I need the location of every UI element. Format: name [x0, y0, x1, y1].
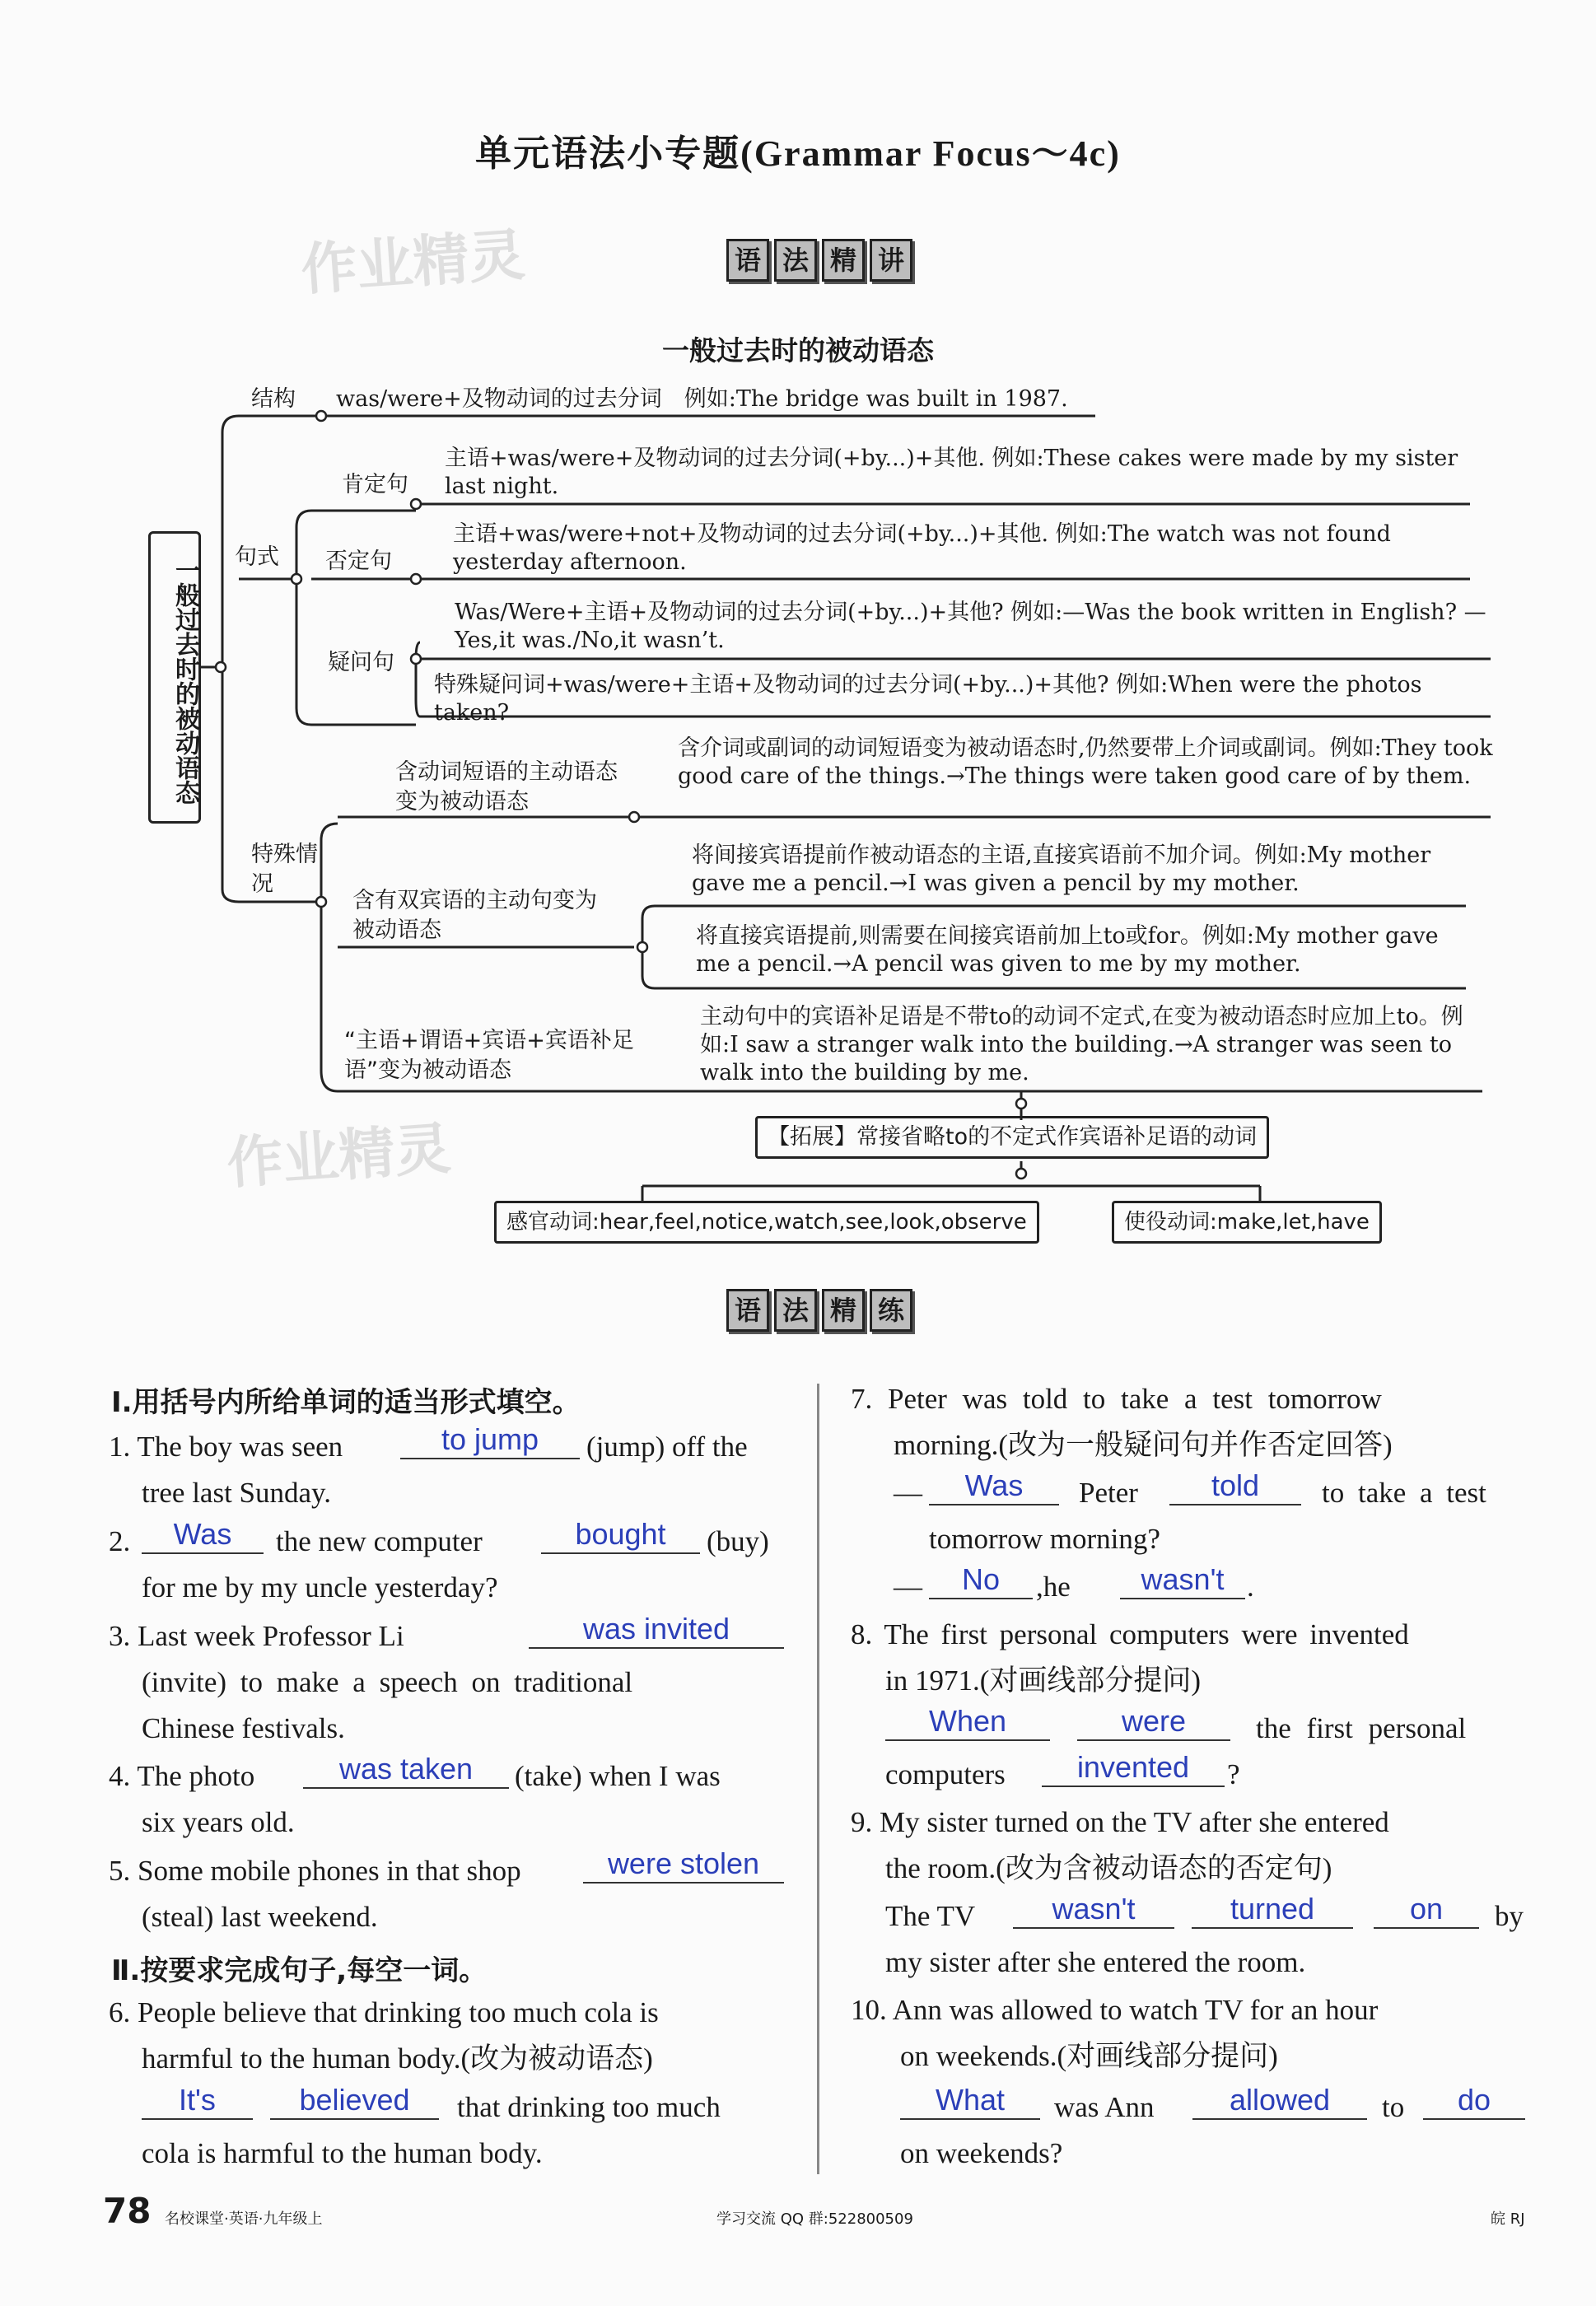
- q2-answer2[interactable]: bought: [541, 1518, 700, 1554]
- q6-answer2[interactable]: believed: [270, 2084, 439, 2120]
- q3-answer[interactable]: was invited: [529, 1613, 784, 1649]
- q7-text-g: .: [1247, 1571, 1254, 1603]
- negative-text: 主语+was/were+not+及物动词的过去分词(+by...)+其他. 例如:The watch was not found yesterday afternoon.: [453, 521, 1391, 575]
- q2-answer1[interactable]: Was: [142, 1518, 264, 1554]
- diagram-title: 一般过去时的被动语态: [662, 334, 934, 366]
- q5-text-a: 5. Some mobile phones in that shop: [109, 1855, 521, 1887]
- q2-text-a: 2.: [109, 1525, 131, 1557]
- q9-text-a: 9. My sister turned on the TV after she entered: [851, 1806, 1389, 1838]
- q1-text-b: (jump) off the: [586, 1431, 748, 1463]
- structure-label: 结构: [251, 386, 296, 412]
- q8-text-e: ?: [1227, 1758, 1240, 1790]
- double-object-text1: 将间接宾语提前作被动语态的主语,直接宾语前不加介词。例如:My mother gave me a pencil.→I was given a pencil by my mother.: [692, 843, 1431, 896]
- q7-text-c: Peter: [1079, 1477, 1138, 1509]
- double-object-text2: 将直接宾语提前,则需要在间接宾语前加上to或for。例如:My mother gave me a pencil.→A pencil was given to me by my mother.: [696, 923, 1439, 977]
- q10-text-e: on weekends?: [900, 2137, 1063, 2169]
- q7-answer2[interactable]: told: [1169, 1469, 1301, 1505]
- q10-text-c: was Ann: [1054, 2091, 1155, 2123]
- negative-label: 否定句: [325, 548, 392, 574]
- q7-text-b: morning.(改为一般疑问句并作否定回答): [894, 1429, 1393, 1461]
- edition: 皖 RJ: [1491, 2210, 1525, 2228]
- section-tag-explain: 语 法 精 讲: [726, 239, 912, 282]
- q7-text-a: 7. Peter was told to take a test tomorrow: [851, 1383, 1382, 1415]
- phrase-label: 含动词短语的主动语态变为被动语态: [395, 759, 618, 815]
- q9-answer3[interactable]: on: [1374, 1893, 1479, 1929]
- q4-text-a: 4. The photo: [109, 1760, 255, 1792]
- section-tag-practice: 语 法 精 练: [726, 1289, 912, 1332]
- q3-text-c: Chinese festivals.: [142, 1712, 345, 1744]
- q10-answer1[interactable]: What: [900, 2084, 1040, 2120]
- column-divider: [817, 1384, 819, 2174]
- page-number: 78: [103, 2191, 152, 2231]
- q7-dash1: —: [894, 1477, 922, 1509]
- q8-answer1[interactable]: When: [885, 1705, 1050, 1741]
- q7-answer3[interactable]: No: [929, 1563, 1033, 1599]
- q3-text-b: (invite) to make a speech on traditional: [142, 1666, 633, 1698]
- q1-text-c: tree last Sunday.: [142, 1477, 332, 1509]
- q9-answer1[interactable]: wasn't: [1013, 1893, 1174, 1929]
- q4-text-b: (take) when I was: [515, 1760, 721, 1792]
- q6-text-c: that drinking too much: [457, 2091, 721, 2123]
- q4-answer[interactable]: was taken: [303, 1753, 509, 1789]
- q5-text-b: (steal) last weekend.: [142, 1901, 378, 1933]
- q10-answer3[interactable]: do: [1423, 2084, 1525, 2120]
- q9-text-c: The TV: [885, 1900, 976, 1932]
- book-name: 名校课堂·英语·九年级上: [165, 2210, 323, 2228]
- q8-text-b: in 1971.(对画线部分提问): [885, 1664, 1202, 1697]
- complement-label: “主语+谓语+宾语+宾语补足语”变为被动语态: [344, 1028, 634, 1083]
- q7-answer4[interactable]: wasn't: [1120, 1563, 1245, 1599]
- question-text-general: Was/Were+主语+及物动词的过去分词(+by...)+其他? 例如:—Was the book written in English? —Yes,it was./No,it wasn’t.: [455, 600, 1486, 653]
- q8-text-d: computers: [885, 1758, 1006, 1790]
- q2-text-d: for me by my uncle yesterday?: [142, 1571, 498, 1603]
- q10-text-d: to: [1382, 2091, 1405, 2123]
- page-title: 单元语法小专题(Grammar Focus～4c): [475, 133, 1121, 175]
- part2-heading: Ⅱ.按要求完成句子,每空一词。: [111, 1954, 488, 1987]
- affirmative-label: 肯定句: [342, 472, 408, 497]
- q2-text-c: (buy): [707, 1525, 769, 1557]
- q7-text-f: ,he: [1036, 1571, 1071, 1603]
- part1-heading: Ⅰ.用括号内所给单词的适当形式填空。: [111, 1386, 581, 1419]
- q4-text-c: six years old.: [142, 1806, 295, 1838]
- q1-answer[interactable]: to jump: [400, 1423, 580, 1459]
- q6-answer1[interactable]: It's: [142, 2084, 253, 2120]
- structure-text: was/were+及物动词的过去分词 例如:The bridge was built in 1987.: [336, 386, 1068, 412]
- q6-text-d: cola is harmful to the human body.: [142, 2137, 543, 2169]
- qq-group: 学习交流 QQ 群:522800509: [716, 2210, 913, 2228]
- q7-answer1[interactable]: Was: [929, 1469, 1059, 1505]
- q7-dash2: —: [894, 1571, 922, 1603]
- q9-answer2[interactable]: turned: [1192, 1893, 1353, 1929]
- sentence-label: 句式: [235, 544, 279, 570]
- sense-verbs-box: 感官动词:hear,feel,notice,watch,see,look,observe: [494, 1201, 1039, 1244]
- q7-text-e: tomorrow morning?: [929, 1523, 1160, 1555]
- q9-text-d: by: [1495, 1900, 1524, 1932]
- causative-verbs-box: 使役动词:make,let,have: [1112, 1201, 1382, 1244]
- watermark: 作业精灵: [224, 1116, 453, 1197]
- affirmative-text: 主语+was/were+及物动词的过去分词(+by...)+其他. 例如:These cakes were made by my sister last night.: [445, 446, 1458, 499]
- q6-text-a: 6. People believe that drinking too much cola is: [109, 1996, 659, 2028]
- q7-text-d: to take a test: [1322, 1477, 1486, 1509]
- q1-text-a: 1. The boy was seen: [109, 1431, 343, 1463]
- q8-text-a: 8. The first personal computers were invented: [851, 1618, 1409, 1650]
- question-label: 疑问句: [328, 650, 394, 675]
- watermark: 作业精灵: [298, 222, 527, 304]
- q2-text-b: the new computer: [276, 1525, 483, 1557]
- special-label: 特殊情况: [251, 842, 318, 897]
- question-text-special: 特殊疑问词+was/were+主语+及物动词的过去分词(+by...)+其他? 例如:When were the photos taken?: [434, 672, 1422, 726]
- q9-text-e: my sister after she entered the room.: [885, 1946, 1306, 1978]
- double-object-label: 含有双宾语的主动句变为被动语态: [352, 888, 597, 943]
- q8-answer3[interactable]: invented: [1042, 1751, 1225, 1787]
- q8-text-c: the first personal: [1256, 1712, 1467, 1744]
- extension-box: 【拓展】常接省略to的不定式作宾语补足语的动词: [755, 1116, 1269, 1159]
- q10-answer2[interactable]: allowed: [1192, 2084, 1367, 2120]
- q5-answer[interactable]: were stolen: [583, 1847, 784, 1884]
- phrase-text: 含介词或副词的动词短语变为被动语态时,仍然要带上介词或副词。例如:They took good care of the things.→The things were taken good care of by them.: [678, 735, 1493, 789]
- q6-text-b: harmful to the human body.(改为被动语态): [142, 2042, 653, 2075]
- q8-answer2[interactable]: were: [1077, 1705, 1230, 1741]
- diagram-root-box: 一般过去时的被动语态: [148, 531, 201, 824]
- q10-text-a: 10. Ann was allowed to watch TV for an hour: [851, 1994, 1379, 2026]
- q3-text-a: 3. Last week Professor Li: [109, 1620, 404, 1652]
- complement-text: 主动句中的宾语补足语是不带to的动词不定式,在变为被动语态时应加上to。例如:I saw a stranger walk into the building.→A stranger was seen to walk into the building by me.: [700, 1004, 1463, 1085]
- q9-text-b: the room.(改为含被动语态的否定句): [885, 1852, 1332, 1884]
- q10-text-b: on weekends.(对画线部分提问): [900, 2040, 1278, 2072]
